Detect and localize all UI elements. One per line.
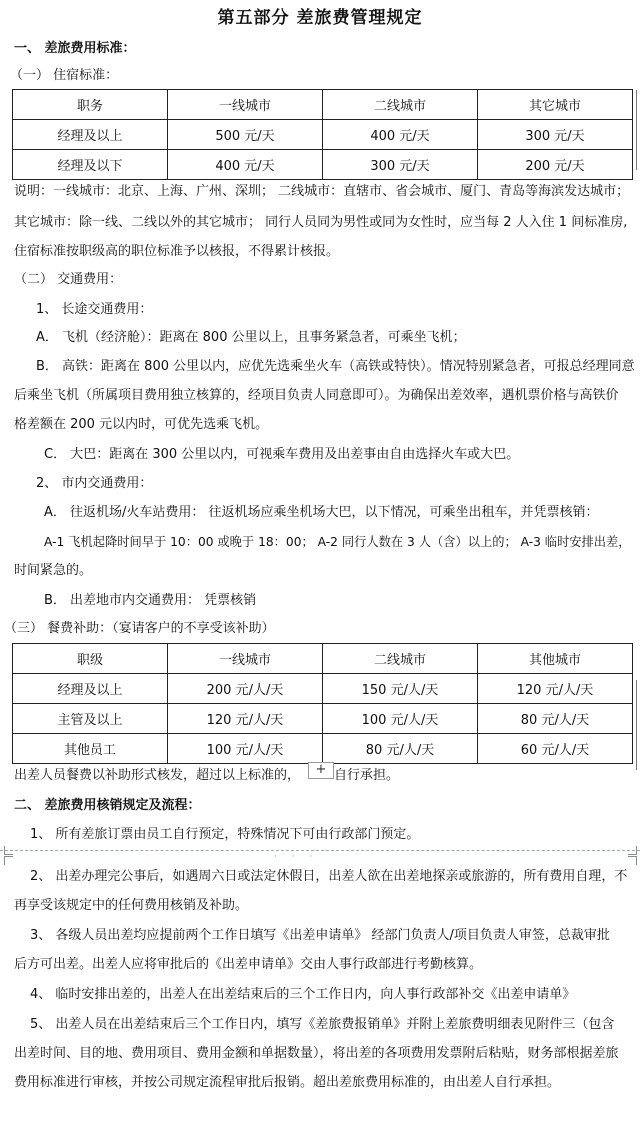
table-row bbox=[13, 120, 633, 150]
city-transport-detail: 时间紧急的。 bbox=[14, 563, 93, 578]
table-header-cell: 职级 bbox=[13, 644, 168, 674]
table-cell: 150 元/人/天 bbox=[323, 674, 478, 704]
table-cell: 经理及以下 bbox=[13, 150, 168, 180]
table-cell: 500 元/天 bbox=[168, 120, 323, 150]
rule-item-2: 再享受该规定中的任何费用核销及补助。 bbox=[14, 898, 249, 913]
page-corner-mark bbox=[628, 846, 637, 855]
table-cell: 200 元/人/天 bbox=[168, 674, 323, 704]
city-transport-item-b: B． 出差地市内交通费用： 凭票核销 bbox=[44, 593, 257, 608]
lodging-table bbox=[12, 89, 633, 180]
city-transport-heading: 2、 市内交通费用： bbox=[36, 476, 153, 491]
table-cell: 300 元/天 bbox=[323, 150, 478, 180]
table-header-cell: 其它城市 bbox=[478, 90, 633, 120]
table-header-cell: 一线城市 bbox=[168, 90, 323, 120]
table-header-row bbox=[13, 644, 633, 674]
meal-table bbox=[12, 643, 633, 764]
meal-note-end: 自行承担。 bbox=[334, 768, 400, 783]
page-title: 第五部分 差旅费管理规定 bbox=[217, 8, 423, 28]
page-corner-mark bbox=[628, 856, 637, 865]
long-distance-item-b: 后乘坐飞机（所属项目费用独立核算的，经项目负责人同意即可）。为确保出差效率，遇机票价格与高铁价 bbox=[14, 388, 619, 403]
table-header-cell: 二线城市 bbox=[323, 90, 478, 120]
table-cell: 60 元/人/天 bbox=[478, 734, 633, 764]
table-cell: 100 元/人/天 bbox=[168, 734, 323, 764]
rule-item-2: 2、 出差办理完公事后，如遇周六日或法定休假日，出差人欲在出差地探亲或旅游的，所有费用自理，不 bbox=[30, 869, 628, 884]
note-line: 其它城市：除一线、二线以外的其它城市； 同行人员同为男性或同为女性时，应当每 2 人入住 1 间标准房, bbox=[14, 215, 628, 230]
rule-item-4: 4、 临时安排出差的，出差人在出差结束后的三个工作日内，向人事行政部补交《出差申请单》 bbox=[30, 987, 576, 1002]
table-cell: 200 元/天 bbox=[478, 150, 633, 180]
table-cell: 300 元/天 bbox=[478, 120, 633, 150]
table-cell: 400 元/天 bbox=[168, 150, 323, 180]
table-cell: 经理及以上 bbox=[13, 120, 168, 150]
table-cell: 120 元/人/天 bbox=[478, 674, 633, 704]
table-cell: 120 元/人/天 bbox=[168, 704, 323, 734]
table-header-cell: 二线城市 bbox=[323, 644, 478, 674]
table-resize-edge[interactable] bbox=[636, 680, 637, 770]
table-cell: 100 元/人/天 bbox=[323, 704, 478, 734]
table-cell: 80 元/人/天 bbox=[478, 704, 633, 734]
long-distance-item-a: A． 飞机（经济舱）：距离在 800 公里以上，且事务紧急者，可乘坐飞机； bbox=[36, 330, 466, 345]
long-distance-item-b: 格差额在 200 元以内时，可优先选乘飞机。 bbox=[14, 417, 269, 432]
long-distance-item-b: B． 高铁：距离在 800 公里以内，应优先选乘坐火车（高铁或特快）。情况特别紧急者，可报总经理同意 bbox=[36, 359, 635, 374]
rule-item-5: 出差时间、目的地、费用项目、费用金额和单据数量），将出差的各项费用发票附后粘贴，财务部根据差旅 bbox=[14, 1046, 619, 1061]
table-cell: 80 元/人/天 bbox=[323, 734, 478, 764]
table-row bbox=[13, 734, 633, 764]
rule-item-3: 3、 各级人员出差均应提前两个工作日填写《出差申请单》 经部门负责人/项目负责人审签，总裁审批 bbox=[30, 928, 610, 943]
table-cell: 其他员工 bbox=[13, 734, 168, 764]
table-row bbox=[13, 674, 633, 704]
table-header-cell: 职务 bbox=[13, 90, 168, 120]
section-heading-1: 一、 差旅费用标准： bbox=[14, 41, 136, 56]
note-line: 住宿标准按职级高的职位标准予以核报，不得累计核报。 bbox=[14, 244, 340, 259]
subheading-meals: （三） 餐费补助：（宴请客户的不享受该补助） bbox=[4, 621, 275, 636]
note-line: 说明：一线城市：北京、上海、广州、深圳； 二线城市：直辖市、省会城市、厦门、青岛等海滨发达城市； bbox=[14, 184, 630, 199]
table-header-cell: 其他城市 bbox=[478, 644, 633, 674]
table-header-row bbox=[13, 90, 633, 120]
page-break-marker: · · · bbox=[274, 852, 319, 862]
long-distance-heading: 1、 长途交通费用： bbox=[36, 302, 153, 317]
page-corner-mark bbox=[4, 846, 13, 855]
add-row-handle[interactable]: + bbox=[308, 762, 334, 779]
section-heading-2: 二、 差旅费用核销规定及流程： bbox=[14, 798, 201, 813]
long-distance-item-c: C． 大巴：距离在 300 公里以内，可视乘车费用及出差事由自由选择火车或大巴。 bbox=[44, 447, 520, 462]
meal-note: 出差人员餐费以补助形式核发，超过以上标准的， bbox=[14, 768, 301, 783]
subheading-lodging: （一） 住宿标准： bbox=[10, 68, 119, 83]
subheading-transport: （二） 交通费用： bbox=[14, 272, 123, 287]
table-cell: 经理及以上 bbox=[13, 674, 168, 704]
rule-item-1: 1、 所有差旅订票由员工自行预定，特殊情况下可由行政部门预定。 bbox=[30, 827, 420, 842]
rule-item-3: 后方可出差。出差人应将审批后的《出差申请单》交由人事行政部进行考勤核算。 bbox=[14, 957, 483, 972]
city-transport-detail: A-1 飞机起降时间早于 10：00 或晚于 18：00； A-2 同行人数在 3 人（含）以上的； A-3 临时安排出差， bbox=[44, 535, 631, 549]
rule-item-5: 费用标准进行审核，并按公司规定流程审批后报销。超出差旅费用标准的，由出差人自行承担。 bbox=[14, 1075, 561, 1090]
table-cell: 400 元/天 bbox=[323, 120, 478, 150]
table-cell: 主管及以上 bbox=[13, 704, 168, 734]
table-row bbox=[13, 150, 633, 180]
city-transport-item-a: A． 往返机场/火车站费用： 往返机场应乘坐机场大巴，以下情况，可乘坐出租车，并凭票核销： bbox=[44, 505, 599, 520]
page-corner-mark bbox=[4, 856, 13, 865]
page-break-line bbox=[0, 850, 640, 851]
rule-item-5: 5、 出差人员在出差结束后三个工作日内，填写《差旅费报销单》并附上差旅费明细表见附件三（包含 bbox=[30, 1017, 615, 1032]
table-resize-edge[interactable] bbox=[636, 90, 637, 170]
table-header-cell: 一线城市 bbox=[168, 644, 323, 674]
table-row bbox=[13, 704, 633, 734]
